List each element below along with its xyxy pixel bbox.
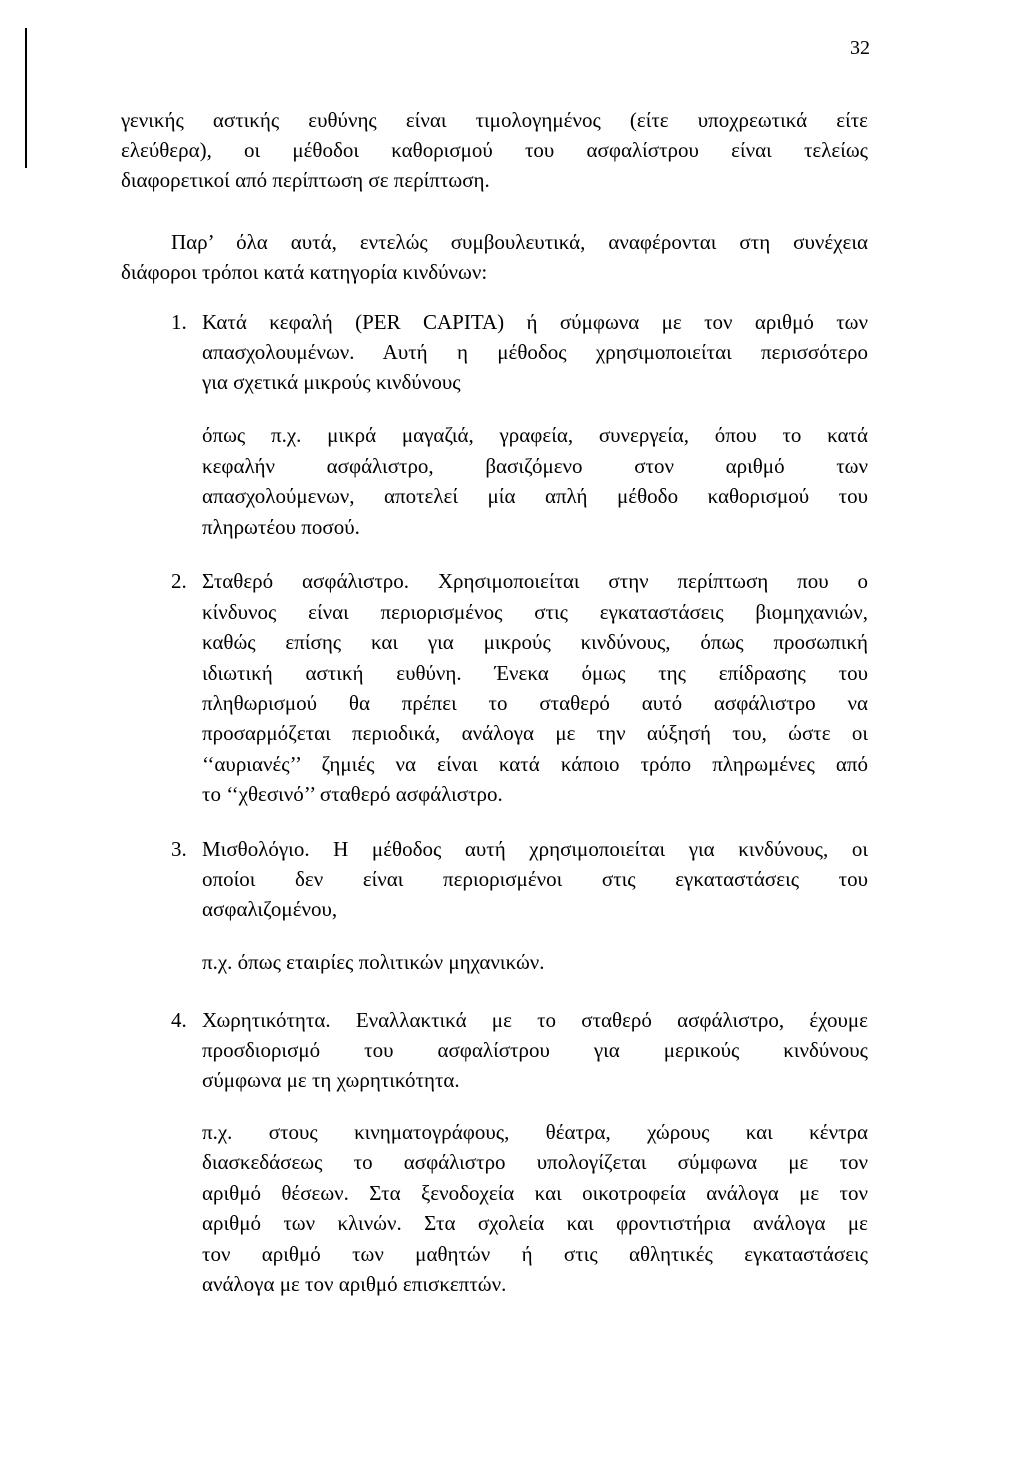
text-line: απασχολουμένων. Αυτή η μέθοδος χρησιμοποιείται περισσότερο — [202, 340, 868, 364]
text-line: γενικής αστικής ευθύνης είναι τιμολογημένος (είτε υποχρεωτικά είτε — [121, 108, 868, 132]
text-line: κίνδυνος είναι περιορισμένος στις εγκαταστάσεις βιομηχανιών, — [202, 600, 868, 624]
text-line: κεφαλήν ασφάλιστρο, βασιζόμενο στον αριθμό των — [202, 454, 868, 478]
text-line: διασκεδάσεως το ασφάλιστρο υπολογίζεται σύμφωνα με τον — [202, 1150, 868, 1174]
text-line: πληθωρισμού θα πρέπει το σταθερό αυτό ασφάλιστρο να — [202, 691, 868, 715]
text-line: αριθμό θέσεων. Στα ξενοδοχεία και οικοτροφεία ανάλογα με τον — [202, 1181, 868, 1205]
text-line: ‘‘αυριανές’’ ζημιές να είναι κατά κάποιο τρόπο πληρωμένες από — [202, 752, 868, 776]
page-number: 32 — [850, 37, 870, 59]
text-line: σύμφωνα με τη χωρητικότητα. — [202, 1068, 460, 1092]
text-line: όπως π.χ. μικρά μαγαζιά, γραφεία, συνεργεία, όπου το κατά — [202, 423, 868, 447]
text-line: προσδιορισμό του ασφαλίστρου για μερικούς κινδύνους — [202, 1038, 868, 1062]
text-line: Σταθερό ασφάλιστρο. Χρησιμοποιείται στην περίπτωση που ο — [202, 569, 868, 593]
text-line: Παρ’ όλα αυτά, εντελώς συμβουλευτικά, αναφέρονται στη συνέχεια — [171, 230, 868, 254]
text-line: Μισθολόγιο. Η μέθοδος αυτή χρησιμοποιείται για κινδύνους, οι — [202, 837, 868, 861]
text-line: για σχετικά μικρούς κινδύνους — [202, 370, 461, 394]
text-line: Χωρητικότητα. Εναλλακτικά με το σταθερό ασφάλιστρο, έχουμε — [202, 1008, 868, 1032]
list-item-number: 4. — [171, 1008, 187, 1032]
list-item-number: 3. — [171, 837, 187, 861]
list-item-number: 2. — [171, 569, 187, 593]
text-line: απασχολούμενων, αποτελεί μία απλή μέθοδο καθορισμού του — [202, 484, 868, 508]
text-line: οποίοι δεν είναι περιορισμένοι στις εγκαταστάσεις του — [202, 867, 868, 891]
text-line: ανάλογα με τον αριθμό επισκεπτών. — [202, 1272, 507, 1296]
text-line: αριθμό των κλινών. Στα σχολεία και φροντιστήρια ανάλογα με — [202, 1211, 868, 1235]
text-line: διάφοροι τρόποι κατά κατηγορία κινδύνων: — [121, 260, 488, 284]
text-line: ιδιωτική αστική ευθύνη. Ένεκα όμως της επίδρασης του — [202, 661, 868, 685]
text-line: προσαρμόζεται περιοδικά, ανάλογα με την αύξησή του, ώστε οι — [202, 721, 868, 745]
text-line: τον αριθμό των μαθητών ή στις αθλητικές εγκαταστάσεις — [202, 1242, 868, 1266]
text-line: καθώς επίσης και για μικρούς κινδύνους, όπως προσωπική — [202, 630, 868, 654]
text-line: το ‘‘χθεσινό’’ σταθερό ασφάλιστρο. — [202, 782, 503, 806]
text-line: Κατά κεφαλή (PER CAPITA) ή σύμφωνα με τον αριθμό των — [202, 310, 868, 334]
text-line: ελεύθερα), οι μέθοδοι καθορισμού του ασφαλίστρου είναι τελείως — [121, 138, 868, 162]
text-line: διαφορετικοί από περίπτωση σε περίπτωση. — [121, 168, 490, 192]
text-line: π.χ. όπως εταιρίες πολιτικών μηχανικών. — [202, 950, 545, 974]
text-line: ασφαλιζομένου, — [202, 897, 338, 921]
list-item-number: 1. — [171, 310, 187, 334]
text-line: π.χ. στους κινηματογράφους, θέατρα, χώρους και κέντρα — [202, 1120, 868, 1144]
margin-rule — [25, 28, 27, 168]
text-line: πληρωτέου ποσού. — [202, 515, 360, 539]
